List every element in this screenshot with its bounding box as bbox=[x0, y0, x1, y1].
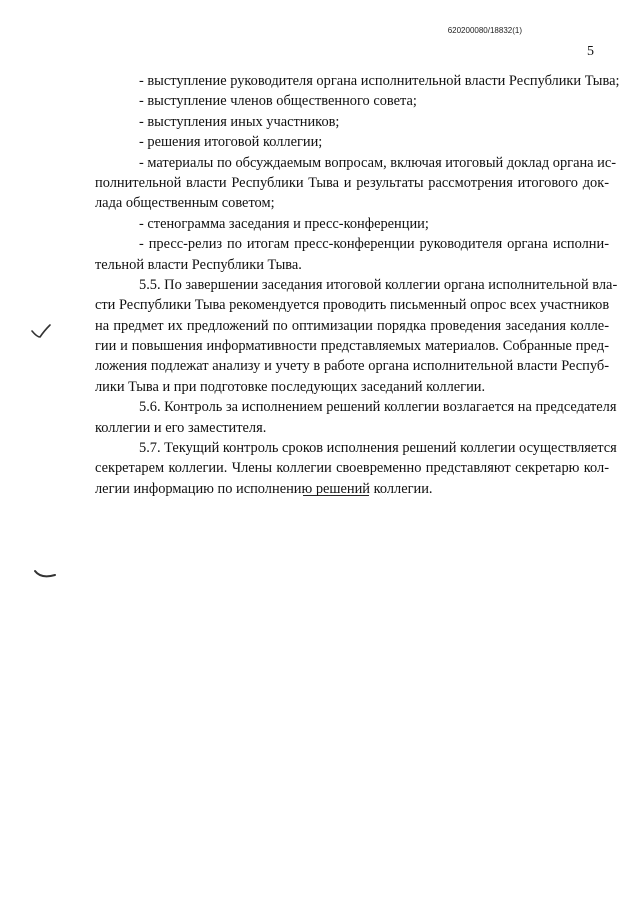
list-item: - стенограмма заседания и пресс-конференции; bbox=[139, 215, 429, 232]
list-item: - выступление членов общественного совета; bbox=[139, 93, 417, 110]
list-item: - пресс-релиз по итогам пресс-конференции руководителя органа исполни- bbox=[139, 236, 609, 253]
text-line: легии информацию по исполнению решений коллегии. bbox=[95, 480, 433, 497]
paragraph-5-5-start: 5.5. По завершении заседания итоговой коллегии органа исполнительной вла- bbox=[139, 276, 618, 293]
list-item: - выступление руководителя органа исполнительной власти Республики Тыва; bbox=[139, 73, 620, 89]
text-line: на предмет их предложений по оптимизации порядка проведения заседания колле- bbox=[95, 317, 609, 334]
text-line: гии и повышения информативности представляемых материалов. Собранные пред- bbox=[95, 338, 609, 355]
list-item: - выступления иных участников; bbox=[139, 113, 340, 130]
text-line: коллегии и его заместителя. bbox=[95, 419, 267, 436]
paragraph-5-7-start: 5.7. Текущий контроль сроков исполнения решений коллегии осуществляется bbox=[139, 440, 617, 457]
text-line: лада общественным советом; bbox=[95, 195, 275, 212]
text-line: секретарем коллегии. Члены коллегии своевременно представляют секретарю кол- bbox=[95, 460, 609, 477]
list-item: - решения итоговой коллегии; bbox=[139, 134, 323, 151]
document-id: 620200080/18832(1) bbox=[447, 26, 522, 35]
page-number: 5 bbox=[587, 44, 594, 59]
pen-curve-mark-icon bbox=[32, 566, 58, 582]
list-item: - материалы по обсуждаемым вопросам, включая итоговый доклад органа ис- bbox=[139, 154, 617, 171]
text-line: полнительной власти Республики Тыва и результаты рассмотрения итогового док- bbox=[95, 174, 609, 191]
end-separator-line bbox=[303, 495, 369, 496]
paragraph-5-6-start: 5.6. Контроль за исполнением решений коллегии возлагается на председателя bbox=[139, 399, 617, 416]
text-line: сти Республики Тыва рекомендуется проводить письменный опрос всех участников bbox=[95, 297, 610, 314]
text-line: лики Тыва и при подготовке последующих заседаний коллегии. bbox=[95, 378, 486, 395]
text-line: тельной власти Республики Тыва. bbox=[95, 256, 302, 273]
pen-tick-mark-icon bbox=[30, 322, 52, 340]
document-body bbox=[95, 71, 620, 499]
text-line: ложения подлежат анализу и учету в работе органа исполнительной власти Респуб- bbox=[95, 358, 609, 375]
